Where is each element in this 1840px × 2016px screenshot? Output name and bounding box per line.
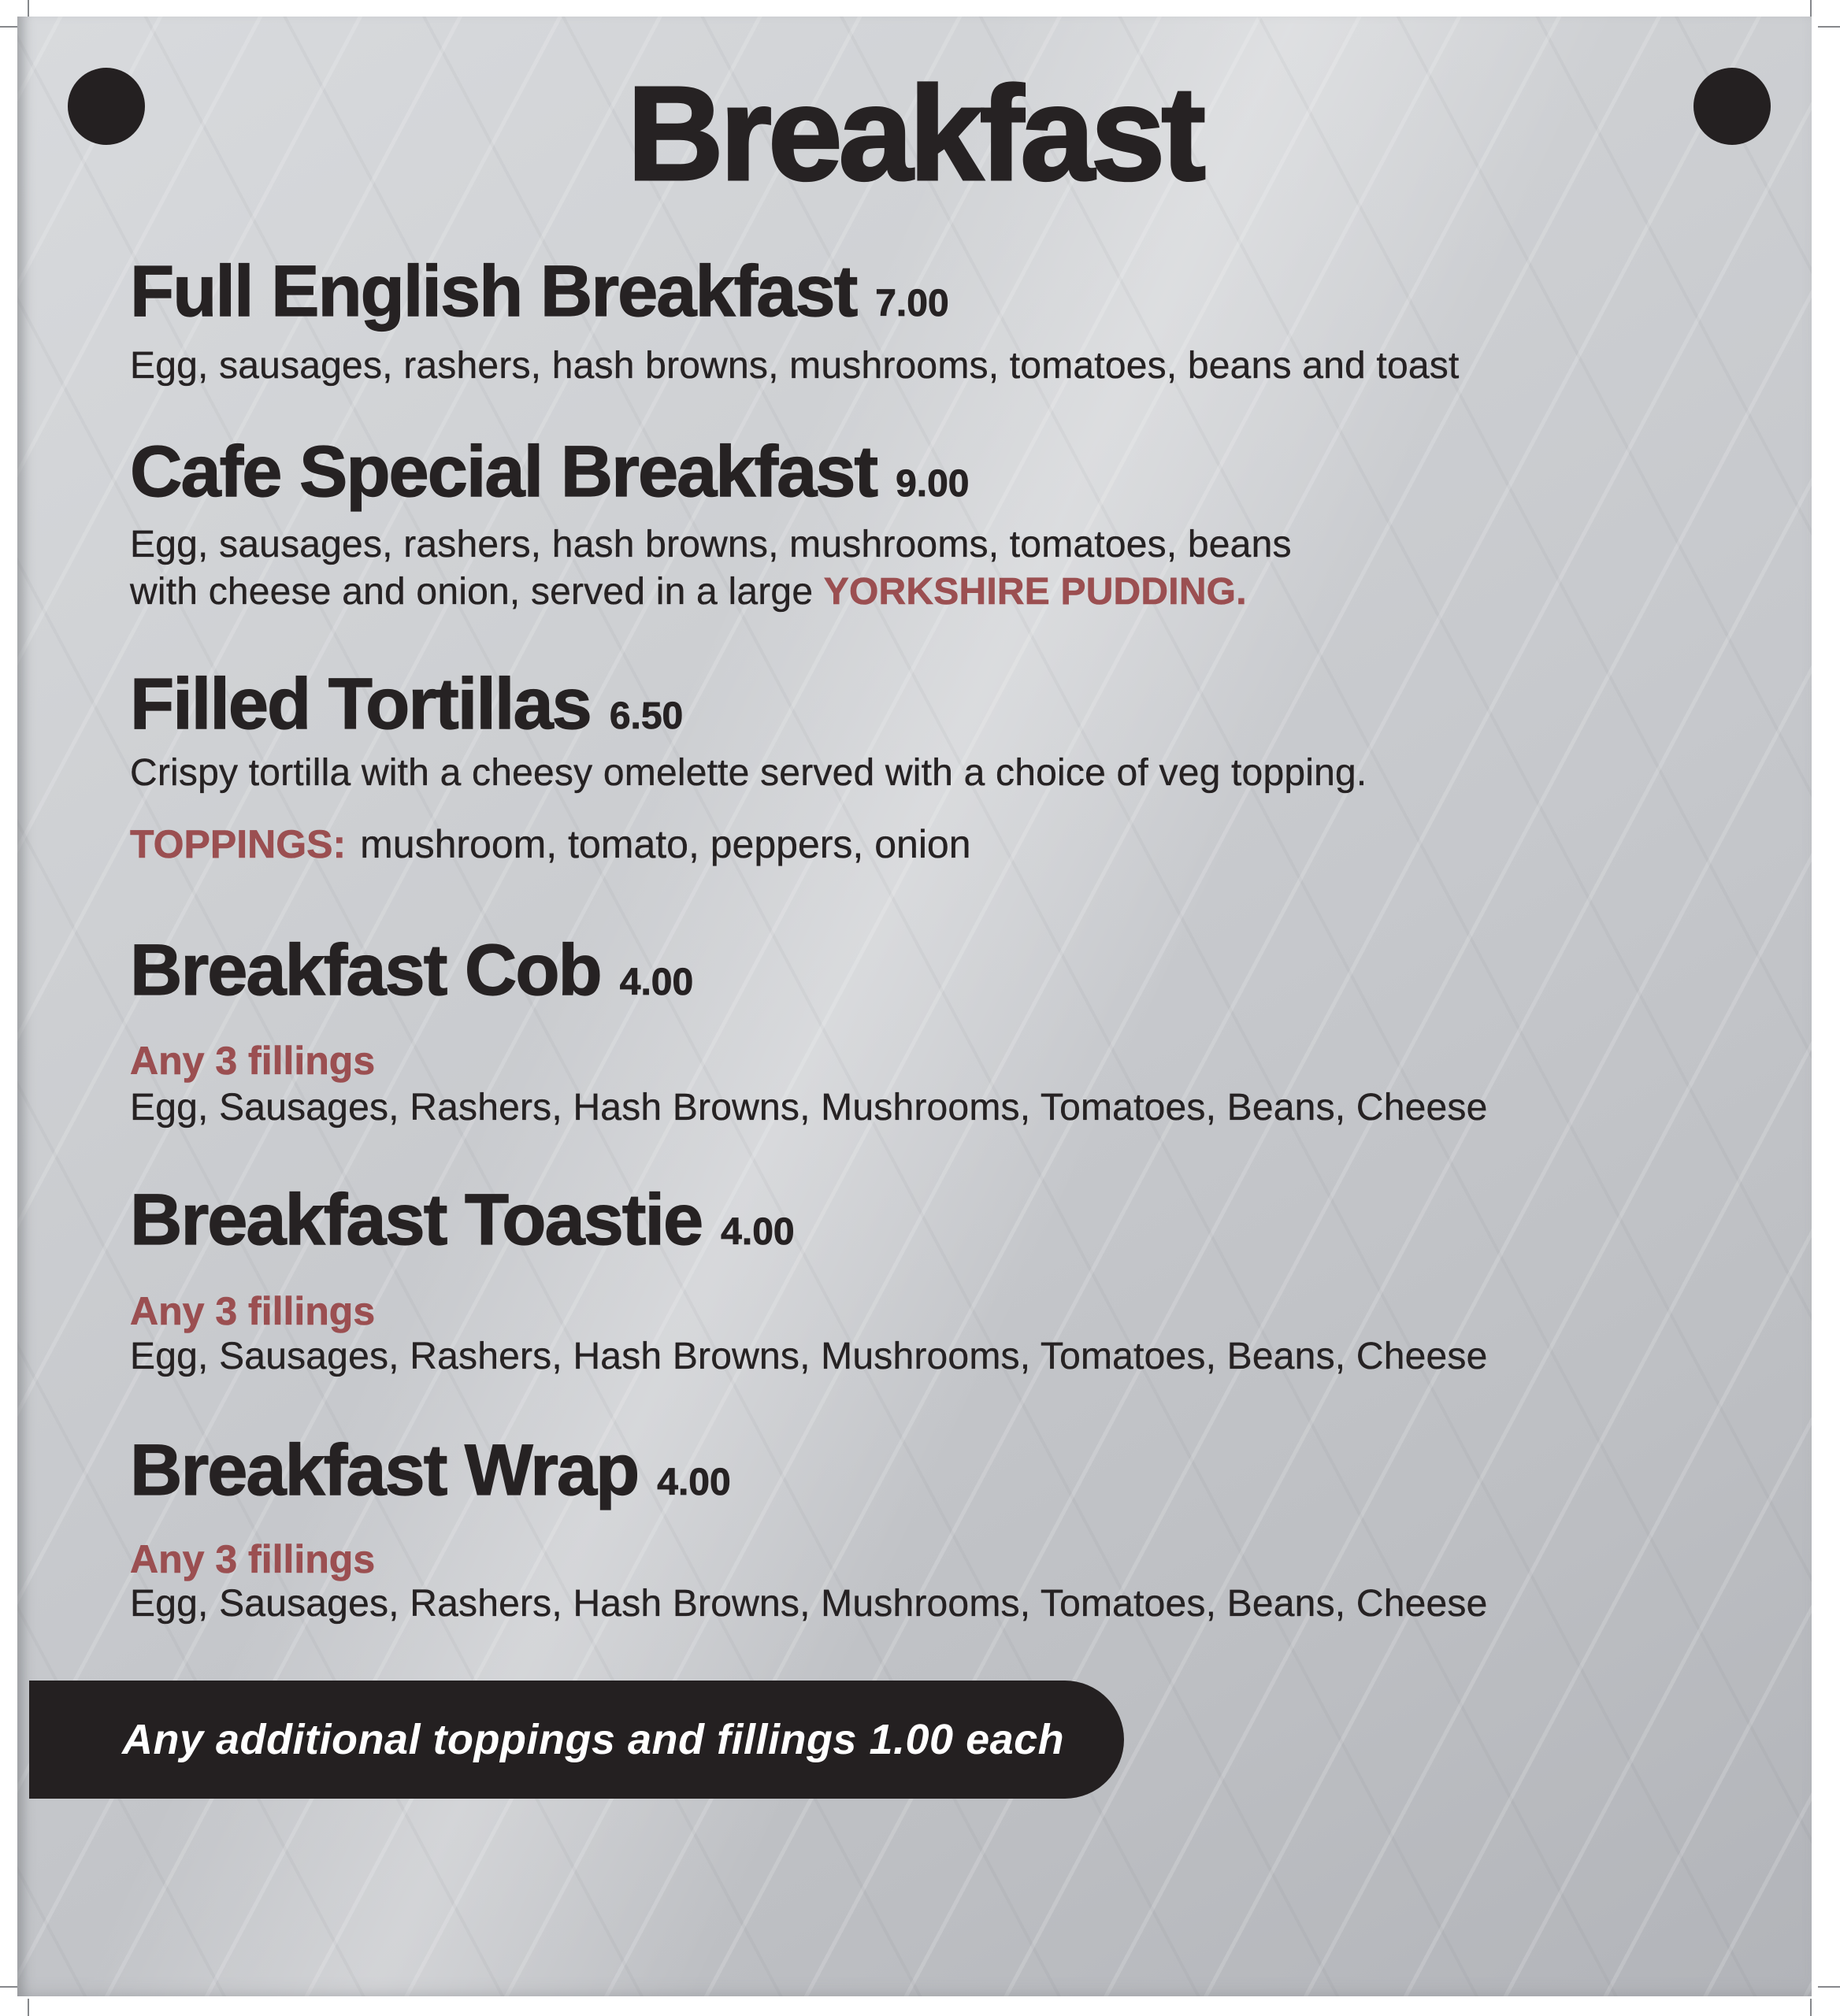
crop-mark-bottom-right-h — [1818, 1986, 1840, 1988]
toppings-line — [130, 821, 971, 868]
additional-toppings-pill — [29, 1681, 1124, 1799]
item-heading-breakfast-cob — [130, 930, 694, 1010]
fillings-list-wrap: Egg, Sausages, Rashers, Hash Browns, Mushrooms, Tomatoes, Beans, Cheese — [130, 1583, 1488, 1625]
item-price-breakfast-cob: 4.00 — [619, 962, 694, 1003]
item-heading-filled-tortillas — [130, 664, 684, 744]
item-heading-breakfast-toastie — [130, 1180, 795, 1260]
item-name-cafe-special: Cafe Special Breakfast — [130, 432, 877, 512]
item-price-full-english: 7.00 — [875, 283, 949, 324]
item-price-breakfast-toastie: 4.00 — [721, 1211, 795, 1253]
crop-mark-top-right-h — [1818, 26, 1840, 28]
yorkshire-pudding-accent: YORKSHIRE PUDDING. — [823, 571, 1247, 613]
toppings-list: mushroom, tomato, peppers, onion — [360, 822, 971, 866]
page-title: Breakfast — [627, 59, 1202, 209]
fillings-label-cob: Any 3 fillings — [130, 1039, 376, 1083]
item-heading-full-english — [130, 251, 949, 332]
menu-card — [17, 17, 1812, 1996]
item-name-filled-tortillas: Filled Tortillas — [130, 664, 591, 744]
item-price-breakfast-wrap: 4.00 — [657, 1462, 731, 1503]
item-price-cafe-special: 9.00 — [896, 463, 970, 505]
item-desc-cafe-special-line2-prefix: with cheese and onion, served in a large — [130, 571, 824, 613]
item-price-filled-tortillas: 6.50 — [609, 695, 684, 737]
crop-mark-bottom-left-v — [28, 1999, 29, 2016]
additional-toppings-note: Any additional toppings and fillings 1.00 each — [122, 1716, 1065, 1763]
toppings-label: TOPPINGS: — [130, 822, 347, 866]
fillings-label-toastie: Any 3 fillings — [130, 1289, 376, 1333]
fillings-list-cob: Egg, Sausages, Rashers, Hash Browns, Mushrooms, Tomatoes, Beans, Cheese — [130, 1087, 1488, 1128]
item-desc-cafe-special-line2 — [130, 569, 1292, 616]
item-desc-full-english: Egg, sausages, rashers, hash browns, mushrooms, tomatoes, beans and toast — [130, 345, 1460, 387]
crop-mark-bottom-right-v — [1810, 1999, 1812, 2016]
fillings-list-toastie: Egg, Sausages, Rashers, Hash Browns, Mushrooms, Tomatoes, Beans, Cheese — [130, 1336, 1488, 1377]
item-name-full-english: Full English Breakfast — [130, 251, 857, 332]
item-heading-cafe-special — [130, 432, 970, 512]
item-heading-breakfast-wrap — [130, 1430, 731, 1510]
item-name-breakfast-toastie: Breakfast Toastie — [130, 1180, 703, 1260]
item-desc-cafe-special — [130, 521, 1292, 616]
item-name-breakfast-cob: Breakfast Cob — [130, 930, 601, 1010]
item-desc-filled-tortillas: Crispy tortilla with a cheesy omelette served with a choice of veg topping. — [130, 752, 1367, 794]
fillings-label-wrap: Any 3 fillings — [130, 1537, 376, 1581]
item-name-breakfast-wrap: Breakfast Wrap — [130, 1430, 639, 1510]
item-desc-cafe-special-line1: Egg, sausages, rashers, hash browns, mushrooms, tomatoes, beans — [130, 524, 1292, 565]
